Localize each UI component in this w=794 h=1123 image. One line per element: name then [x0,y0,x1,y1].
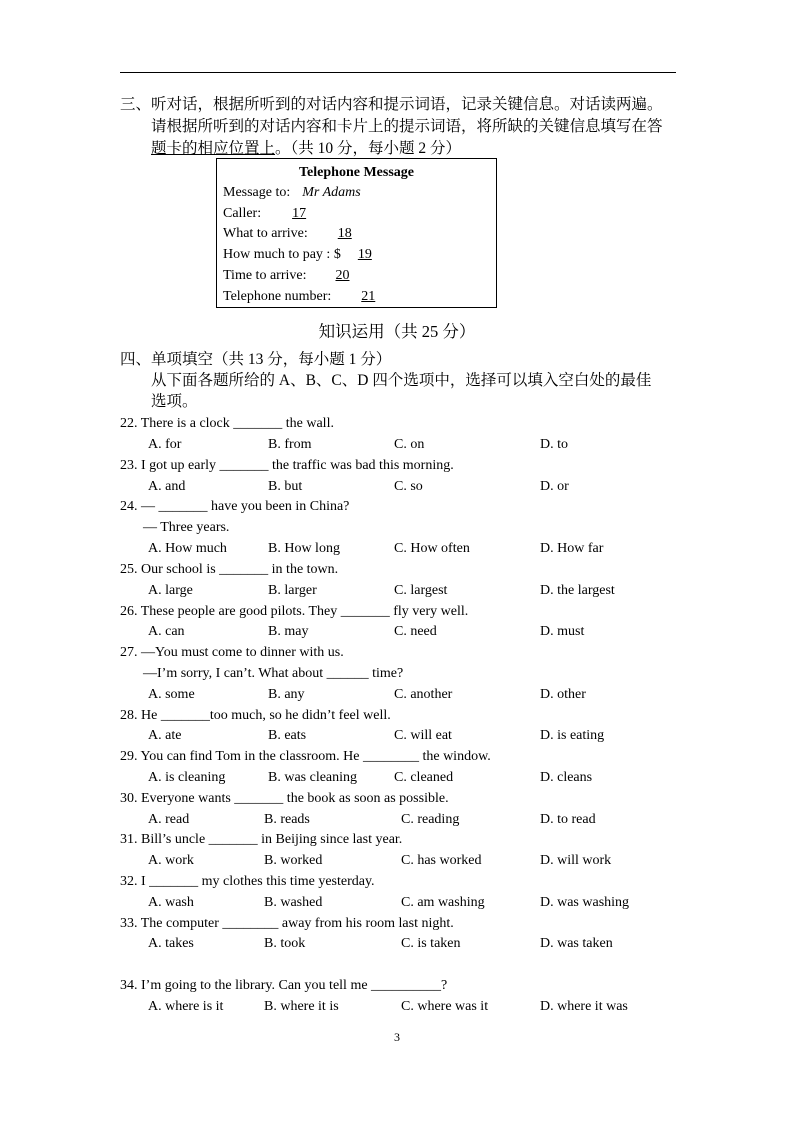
card-label: How much to pay : $ [223,247,341,262]
header-rule [120,72,676,73]
section-4-instruction-line-2: 选项。 [151,393,198,410]
section-3-line-3 [120,138,680,160]
telephone-message-card [216,158,497,308]
q25-option-b[interactable]: B. larger [268,583,317,598]
q27-option-b[interactable]: B. any [268,687,305,702]
q26-option-b[interactable]: B. may [268,624,309,639]
q34-option-d[interactable]: D. where it was [540,999,628,1014]
q30-option-b[interactable]: B. reads [264,812,310,827]
answer-blank-21[interactable]: 21 [361,289,376,304]
card-row-time-to-arrive [223,266,366,286]
section-4-instructions [120,349,651,412]
q33-option-a[interactable]: A. takes [148,936,194,951]
q32-option-a[interactable]: A. wash [148,895,194,910]
q26-option-a[interactable]: A. can [148,624,185,639]
card-row-caller [223,204,323,224]
card-label: Telephone number: [223,289,332,304]
q25-option-d[interactable]: D. the largest [540,583,615,598]
q22-option-b[interactable]: B. from [268,437,312,452]
question-27: 27. —You must come to dinner with us. [120,645,344,660]
card-row-what-to-arrive [223,224,370,244]
q22-option-d[interactable]: D. to [540,437,568,452]
q32-option-c[interactable]: C. am washing [401,895,485,910]
card-label: Message to: [223,185,291,200]
q30-option-a[interactable]: A. read [148,812,190,827]
section-3-instructions [120,94,680,160]
card-row-message-to [223,183,361,203]
q23-option-d[interactable]: D. or [540,479,569,494]
question-31: 31. Bill’s uncle _______ in Beijing since last year. [120,832,403,847]
card-label: What to arrive: [223,226,308,241]
section-3-line-1: 三、听对话，根据所听到的对话内容和提示词语，记录关键信息。对话读两遍。 [120,96,663,113]
q33-option-c[interactable]: C. is taken [401,936,461,951]
q25-option-a[interactable]: A. large [148,583,193,598]
card-title: Telephone Message [299,165,414,180]
answer-blank-19[interactable]: 19 [357,247,372,262]
q28-option-c[interactable]: C. will eat [394,728,452,743]
answer-blank-17[interactable]: 17 [292,206,307,221]
q29-option-c[interactable]: C. cleaned [394,770,454,785]
q22-option-c[interactable]: C. on [394,437,425,452]
question-28: 28. He _______too much, so he didn’t feel well. [120,708,391,723]
section-3-underlined-text: 题卡的相应位置上 [151,140,276,157]
answer-blank-18[interactable]: 18 [337,226,352,241]
section-4-instruction-line-1: 从下面各题所给的 A、B、C、D 四个选项中，选择可以填入空白处的最佳 [151,372,652,389]
q24-option-c[interactable]: C. How often [394,541,470,556]
q31-option-a[interactable]: A. work [148,853,194,868]
section-3-points: 。（共 10 分，每小题 2 分） [275,140,462,157]
q24-option-a[interactable]: A. How much [148,541,227,556]
card-value: Mr Adams [302,185,361,200]
question-22: 22. There is a clock _______ the wall. [120,416,334,431]
q27-option-a[interactable]: A. some [148,687,195,702]
card-label: Caller: [223,206,262,221]
q23-option-a[interactable]: A. and [148,479,186,494]
q32-option-d[interactable]: D. was washing [540,895,630,910]
q29-option-b[interactable]: B. was cleaning [268,770,358,785]
section-4-title: 四、单项填空（共 13 分，每小题 1 分） [120,351,392,368]
q22-option-a[interactable]: A. for [148,437,182,452]
q25-option-c[interactable]: C. largest [394,583,448,598]
q27-option-d[interactable]: D. other [540,687,586,702]
q28-option-d[interactable]: D. is eating [540,728,605,743]
q24-option-d[interactable]: D. How far [540,541,604,556]
q33-option-b[interactable]: B. took [264,936,306,951]
q32-option-b[interactable]: B. washed [264,895,323,910]
q33-option-d[interactable]: D. was taken [540,936,613,951]
q34-option-b[interactable]: B. where it is [264,999,339,1014]
q26-option-c[interactable]: C. need [394,624,437,639]
question-30: 30. Everyone wants _______ the book as soon as possible. [120,791,449,806]
q30-option-d[interactable]: D. to read [540,812,596,827]
q34-option-a[interactable]: A. where is it [148,999,224,1014]
question-33: 33. The computer ________ away from his room last night. [120,916,454,931]
question-24-reply: — Three years. [143,520,230,535]
question-32: 32. I _______ my clothes this time yesterday. [120,874,375,889]
question-23: 23. I got up early _______ the traffic was bad this morning. [120,458,454,473]
q31-option-c[interactable]: C. has worked [401,853,482,868]
section-3-line-2: 请根据所听到的对话内容和卡片上的提示词语，将所缺的关键信息填写在答 [151,118,663,135]
q29-option-d[interactable]: D. cleans [540,770,593,785]
q26-option-d[interactable]: D. must [540,624,585,639]
q24-option-b[interactable]: B. How long [268,541,340,556]
q29-option-a[interactable]: A. is cleaning [148,770,226,785]
q27-option-c[interactable]: C. another [394,687,453,702]
question-26: 26. These people are good pilots. They _______ fly very well. [120,604,469,619]
q28-option-b[interactable]: B. eats [268,728,307,743]
q23-option-b[interactable]: B. but [268,479,303,494]
answer-blank-20[interactable]: 20 [335,268,350,283]
question-29: 29. You can find Tom in the classroom. He ________ the window. [120,749,491,764]
q30-option-c[interactable]: C. reading [401,812,460,827]
q31-option-d[interactable]: D. will work [540,853,612,868]
card-label: Time to arrive: [223,268,307,283]
q28-option-a[interactable]: A. ate [148,728,182,743]
question-24: 24. — _______ have you been in China? [120,499,350,514]
card-row-how-much-to-pay [223,245,389,265]
page-number: 3 [394,1030,400,1044]
knowledge-section-heading: 知识运用（共 25 分） [318,322,476,341]
q31-option-b[interactable]: B. worked [264,853,323,868]
question-27-reply: —I’m sorry, I can’t. What about ______ time? [143,666,404,681]
question-34: 34. I’m going to the library. Can you tell me __________? [120,978,448,993]
q34-option-c[interactable]: C. where was it [401,999,489,1014]
question-25: 25. Our school is _______ in the town. [120,562,339,577]
card-row-telephone-number [223,287,393,307]
q23-option-c[interactable]: C. so [394,479,423,494]
